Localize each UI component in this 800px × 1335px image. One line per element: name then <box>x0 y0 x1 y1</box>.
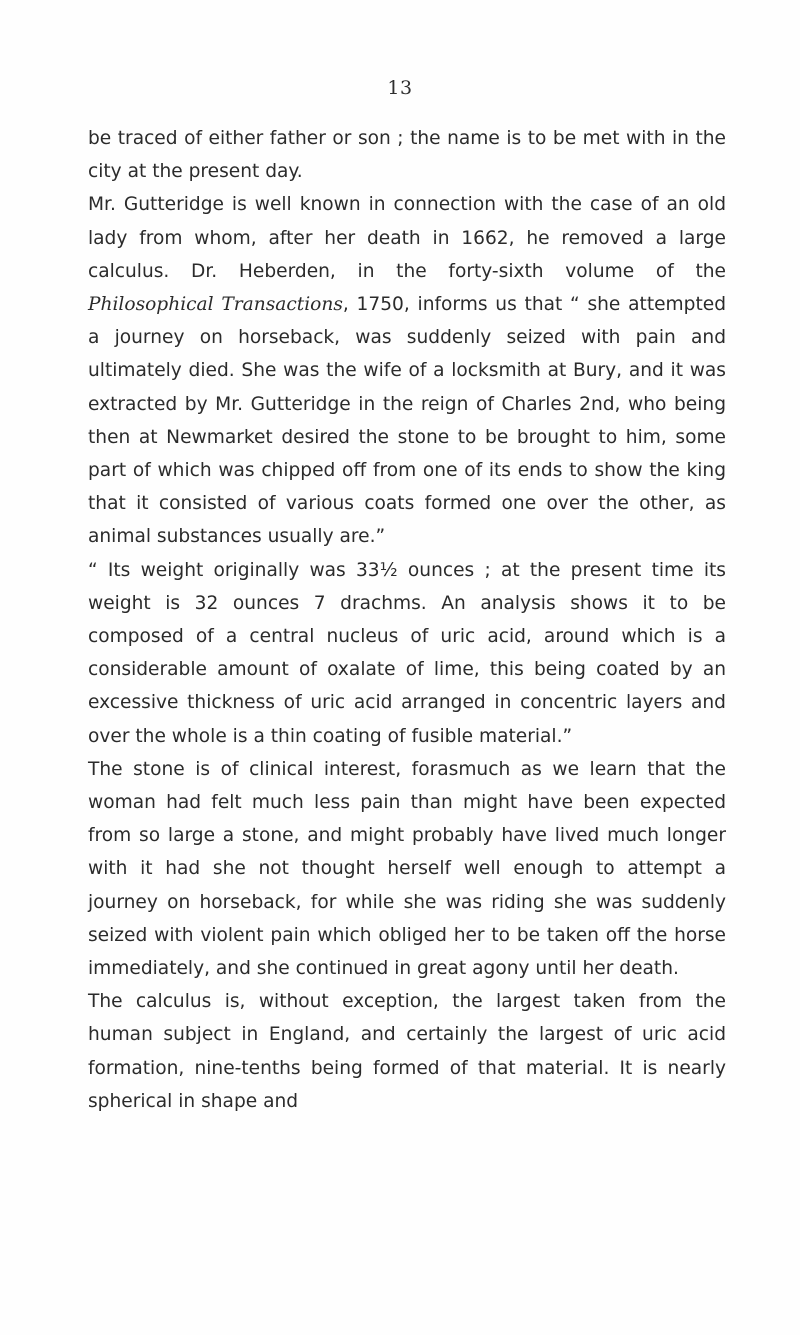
paragraph-text: Mr. Gutteridge is well known in connection with the case of an old lady from whom, after her death in 1662, he removed a large calculus. Dr. Heberden, in the forty-sixth volume of the <box>88 194 726 282</box>
page-number: 13 <box>387 77 413 99</box>
paragraph-text: The calculus is, without exception, the largest taken from the human subject in England, and certainly the largest of uric acid formation, nine-tenths being formed of that material. It is nearly spherical in shape and <box>88 991 726 1112</box>
paragraph-text: be traced of either father or son ; the name is to be met with in the city at the present day. <box>88 128 726 183</box>
paragraph-text: , 1750, informs us that “ she attempted a journey on horseback, was suddenly seized with pain and ultimately died. She was the wife of a locksmith at Bury, and it was extracted by Mr. Gutteridge in the reign of Charles 2nd, who being then at Newmarket desired the stone to be brought to him, some part of which was chipped off from one of its ends to show the king that it consisted of various coats formed one over the other, as animal substances usually are.” <box>88 294 726 548</box>
paragraph-text: The stone is of clinical interest, forasmuch as we learn that the woman had felt much less pain than might have been expected from so large a stone, and might probably have lived much longer with it had she not thought herself well enough to attempt a journey on horseback, for while she was riding she was suddenly seized with violent pain which obliged her to be taken off the horse immediately, and she continued in great agony until her death. <box>88 758 726 980</box>
paragraph <box>88 753 726 985</box>
paragraph <box>88 554 726 753</box>
paragraph <box>88 985 726 1118</box>
journal-title: Philosophical Transactions <box>88 294 343 316</box>
body-text <box>88 122 726 1118</box>
paragraph <box>88 122 726 188</box>
paragraph <box>88 188 726 553</box>
paragraph-text: “ Its weight originally was 33½ ounces ; at the present time its weight is 32 ounces 7 drachms. An analysis shows it to be composed of a central nucleus of uric acid, around which is a considerable amount of oxalate of lime, this being coated by an excessive thickness of uric acid arranged in concentric layers and over the whole is a thin coating of fusible material.” <box>88 559 726 747</box>
